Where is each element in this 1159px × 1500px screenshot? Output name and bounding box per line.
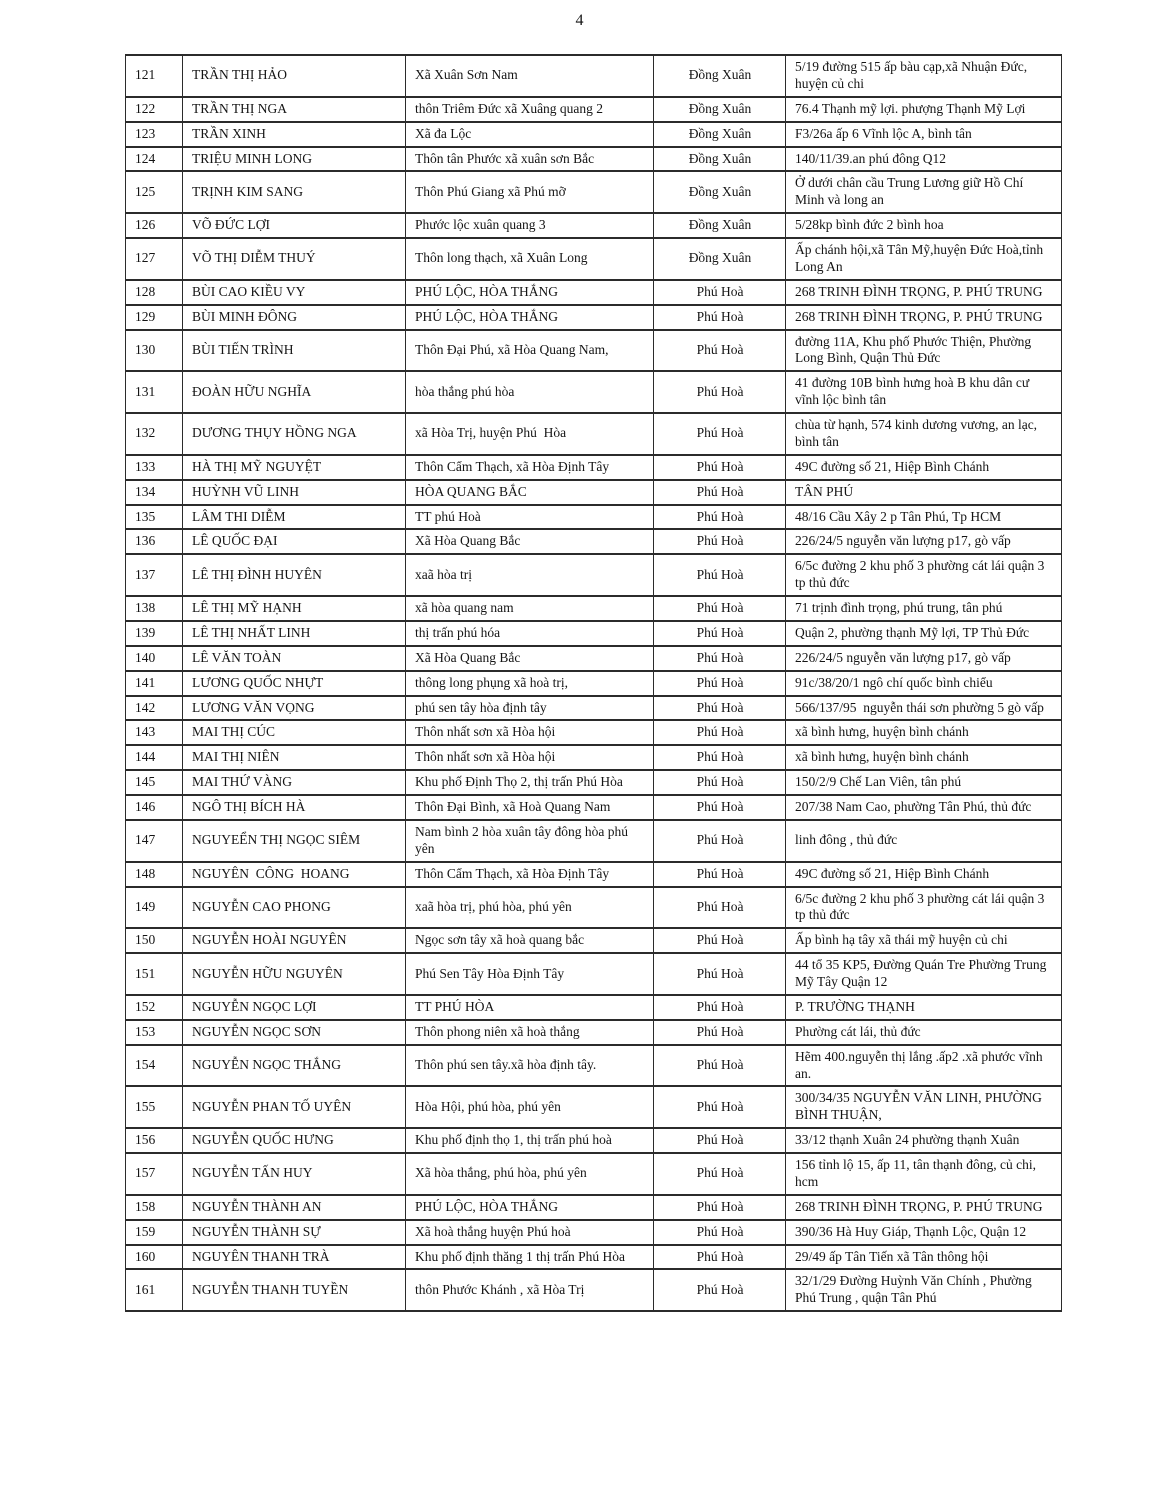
origin-address-cell: Xã Hòa Quang Bắc: [406, 529, 654, 554]
row-number-cell: 139: [126, 621, 183, 646]
person-name-cell: LƯƠNG QUỐC NHỰT: [183, 671, 406, 696]
current-address-cell: 32/1/29 Đường Huỳnh Văn Chính , Phường Phú Trung , quận Tân Phú: [786, 1269, 1062, 1311]
origin-address-cell: Phú Sen Tây Hòa Định Tây: [406, 953, 654, 995]
current-address-cell: 390/36 Hà Huy Giáp, Thạnh Lộc, Quận 12: [786, 1220, 1062, 1245]
origin-address-cell: Thôn phú sen tây.xã hòa định tây.: [406, 1045, 654, 1087]
district-cell: Phú Hoà: [654, 1086, 786, 1128]
person-name-cell: NGUYỄN TẤN HUY: [183, 1153, 406, 1195]
row-number-cell: 144: [126, 745, 183, 770]
row-number-cell: 146: [126, 795, 183, 820]
district-cell: Phú Hoà: [654, 621, 786, 646]
table-row: [126, 862, 1062, 887]
origin-address-cell: Thôn nhất sơn xã Hòa hội: [406, 720, 654, 745]
row-number-cell: 126: [126, 213, 183, 238]
current-address-cell: 76.4 Thạnh mỹ lợi. phượng Thạnh Mỹ Lợi: [786, 97, 1062, 122]
table-row: [126, 122, 1062, 147]
person-name-cell: MAI THỊ CÚC: [183, 720, 406, 745]
district-cell: Phú Hoà: [654, 330, 786, 372]
origin-address-cell: Khu phố Định Thọ 2, thị trấn Phú Hòa: [406, 770, 654, 795]
origin-address-cell: Thôn tân Phước xã xuân sơn Bắc: [406, 147, 654, 172]
row-number-cell: 132: [126, 413, 183, 455]
district-cell: Đồng Xuân: [654, 171, 786, 213]
table-row: [126, 1153, 1062, 1195]
table-row: [126, 97, 1062, 122]
origin-address-cell: Khu phố định thọ 1, thị trấn phú hoà: [406, 1128, 654, 1153]
current-address-cell: 140/11/39.an phú đông Q12: [786, 147, 1062, 172]
current-address-cell: 44 tổ 35 KP5, Đường Quán Tre Phường Trung Mỹ Tây Quận 12: [786, 953, 1062, 995]
table-row: [126, 696, 1062, 721]
person-name-cell: VÕ THỊ DIỄM THUÝ: [183, 238, 406, 280]
current-address-cell: 226/24/5 nguyễn văn lượng p17, gò vấp: [786, 529, 1062, 554]
current-address-cell: linh đông , thủ đức: [786, 820, 1062, 862]
row-number-cell: 156: [126, 1128, 183, 1153]
origin-address-cell: Thôn Phú Giang xã Phú mỡ: [406, 171, 654, 213]
row-number-cell: 157: [126, 1153, 183, 1195]
district-cell: Phú Hoà: [654, 646, 786, 671]
person-name-cell: TRIỆU MINH LONG: [183, 147, 406, 172]
row-number-cell: 131: [126, 371, 183, 413]
person-name-cell: NGUYỄN HOÀI NGUYÊN: [183, 928, 406, 953]
district-cell: Đồng Xuân: [654, 97, 786, 122]
person-name-cell: LÊ THỊ NHẤT LINH: [183, 621, 406, 646]
person-name-cell: MAI THỨ VÀNG: [183, 770, 406, 795]
row-number-cell: 134: [126, 480, 183, 505]
row-number-cell: 160: [126, 1245, 183, 1270]
person-name-cell: NGUYÊN CÔNG HOANG: [183, 862, 406, 887]
table-row: [126, 1086, 1062, 1128]
current-address-cell: Phường cát lái, thủ đức: [786, 1020, 1062, 1045]
district-cell: Phú Hoà: [654, 1153, 786, 1195]
person-name-cell: NGUYỄN NGỌC LỢI: [183, 995, 406, 1020]
district-cell: Phú Hoà: [654, 671, 786, 696]
table-row: [126, 280, 1062, 305]
table-row: [126, 596, 1062, 621]
table-row: [126, 305, 1062, 330]
table-row: [126, 671, 1062, 696]
current-address-cell: 49C đường số 21, Hiệp Bình Chánh: [786, 455, 1062, 480]
district-cell: Phú Hoà: [654, 1245, 786, 1270]
district-cell: Đồng Xuân: [654, 147, 786, 172]
person-name-cell: NGUYEỂN THỊ NGỌC SIÊM: [183, 820, 406, 862]
roster-table-body: [126, 55, 1062, 1311]
person-name-cell: NGUYỄN THANH TUYỀN: [183, 1269, 406, 1311]
current-address-cell: Quận 2, phường thạnh Mỹ lợi, TP Thủ Đức: [786, 621, 1062, 646]
row-number-cell: 122: [126, 97, 183, 122]
table-row: [126, 505, 1062, 530]
person-name-cell: NGUYỄN THÀNH AN: [183, 1195, 406, 1220]
current-address-cell: 268 TRINH ĐÌNH TRỌNG, P. PHÚ TRUNG: [786, 305, 1062, 330]
current-address-cell: Ấp bình hạ tây xã thái mỹ huyện củ chi: [786, 928, 1062, 953]
person-name-cell: NGUYỄN PHAN TỐ UYÊN: [183, 1086, 406, 1128]
row-number-cell: 121: [126, 55, 183, 97]
district-cell: Phú Hoà: [654, 455, 786, 480]
origin-address-cell: TT phú Hoà: [406, 505, 654, 530]
origin-address-cell: Thôn Cẩm Thạch, xã Hòa Định Tây: [406, 455, 654, 480]
table-row: [126, 371, 1062, 413]
table-row: [126, 745, 1062, 770]
origin-address-cell: Thôn Đại Bình, xã Hoà Quang Nam: [406, 795, 654, 820]
person-name-cell: NGUYỄN NGỌC SƠN: [183, 1020, 406, 1045]
person-name-cell: LÊ THỊ MỸ HẠNH: [183, 596, 406, 621]
person-name-cell: DƯƠNG THỤY HỒNG NGA: [183, 413, 406, 455]
district-cell: Phú Hoà: [654, 371, 786, 413]
current-address-cell: 91c/38/20/1 ngô chí quốc bình chiểu: [786, 671, 1062, 696]
district-cell: Đồng Xuân: [654, 55, 786, 97]
origin-address-cell: thôn Phước Khánh , xã Hòa Trị: [406, 1269, 654, 1311]
district-cell: Phú Hoà: [654, 1220, 786, 1245]
origin-address-cell: thị trấn phú hóa: [406, 621, 654, 646]
current-address-cell: 566/137/95 nguyễn thái sơn phường 5 gò vấp: [786, 696, 1062, 721]
table-row: [126, 213, 1062, 238]
table-row: [126, 147, 1062, 172]
current-address-cell: 226/24/5 nguyễn văn lượng p17, gò vấp: [786, 646, 1062, 671]
current-address-cell: đường 11A, Khu phố Phước Thiện, Phường Long Bình, Quận Thủ Đức: [786, 330, 1062, 372]
origin-address-cell: Xã đa Lộc: [406, 122, 654, 147]
row-number-cell: 147: [126, 820, 183, 862]
origin-address-cell: Thôn long thạch, xã Xuân Long: [406, 238, 654, 280]
person-name-cell: BÙI TIẾN TRÌNH: [183, 330, 406, 372]
table-row: [126, 330, 1062, 372]
district-cell: Phú Hoà: [654, 770, 786, 795]
row-number-cell: 125: [126, 171, 183, 213]
current-address-cell: Ấp chánh hội,xã Tân Mỹ,huyện Đức Hoà,tỉnh Long An: [786, 238, 1062, 280]
row-number-cell: 140: [126, 646, 183, 671]
person-name-cell: LÂM THI DIỄM: [183, 505, 406, 530]
table-row: [126, 455, 1062, 480]
origin-address-cell: phú sen tây hòa định tây: [406, 696, 654, 721]
origin-address-cell: Nam bình 2 hòa xuân tây đông hòa phú yên: [406, 820, 654, 862]
district-cell: Phú Hoà: [654, 995, 786, 1020]
person-name-cell: NGUYỄN CAO PHONG: [183, 887, 406, 929]
row-number-cell: 154: [126, 1045, 183, 1087]
row-number-cell: 149: [126, 887, 183, 929]
current-address-cell: 150/2/9 Chế Lan Viên, tân phú: [786, 770, 1062, 795]
person-name-cell: TRẦN THỊ NGA: [183, 97, 406, 122]
current-address-cell: chùa từ hạnh, 574 kinh dương vương, an lạc, bình tân: [786, 413, 1062, 455]
district-cell: Phú Hoà: [654, 745, 786, 770]
origin-address-cell: Khu phố định thăng 1 thị trấn Phú Hòa: [406, 1245, 654, 1270]
current-address-cell: Hẽm 400.nguyễn thị lắng .ấp2 .xã phước vĩnh an.: [786, 1045, 1062, 1087]
current-address-cell: TÂN PHÚ: [786, 480, 1062, 505]
row-number-cell: 129: [126, 305, 183, 330]
origin-address-cell: PHÚ LỘC, HÒA THẮNG: [406, 305, 654, 330]
person-name-cell: VÕ ĐỨC LỢI: [183, 213, 406, 238]
origin-address-cell: Xã Xuân Sơn Nam: [406, 55, 654, 97]
current-address-cell: 300/34/35 NGUYỄN VĂN LINH, PHƯỜNG BÌNH THUẬN,: [786, 1086, 1062, 1128]
table-row: [126, 171, 1062, 213]
origin-address-cell: xaã hòa trị, phú hòa, phú yên: [406, 887, 654, 929]
origin-address-cell: PHÚ LỘC, HÒA THẮNG: [406, 280, 654, 305]
table-row: [126, 953, 1062, 995]
origin-address-cell: Ngọc sơn tây xã hoà quang bắc: [406, 928, 654, 953]
table-row: [126, 887, 1062, 929]
row-number-cell: 153: [126, 1020, 183, 1045]
row-number-cell: 150: [126, 928, 183, 953]
origin-address-cell: Thôn Cẩm Thạch, xã Hòa Định Tây: [406, 862, 654, 887]
person-name-cell: HUỲNH VŨ LINH: [183, 480, 406, 505]
page-number: 4: [575, 12, 584, 29]
row-number-cell: 137: [126, 554, 183, 596]
row-number-cell: 138: [126, 596, 183, 621]
row-number-cell: 124: [126, 147, 183, 172]
table-row: [126, 995, 1062, 1020]
district-cell: Phú Hoà: [654, 413, 786, 455]
row-number-cell: 148: [126, 862, 183, 887]
table-row: [126, 1245, 1062, 1270]
person-name-cell: ĐOÀN HỮU NGHĨA: [183, 371, 406, 413]
row-number-cell: 123: [126, 122, 183, 147]
table-row: [126, 413, 1062, 455]
current-address-cell: 41 đường 10B bình hưng hoà B khu dân cư vĩnh lộc bình tân: [786, 371, 1062, 413]
origin-address-cell: thôn Triêm Đức xã Xuâng quang 2: [406, 97, 654, 122]
table-row: [126, 1128, 1062, 1153]
table-row: [126, 720, 1062, 745]
person-name-cell: NGUYỄN THÀNH SỰ: [183, 1220, 406, 1245]
row-number-cell: 161: [126, 1269, 183, 1311]
current-address-cell: 71 trịnh đình trọng, phú trung, tân phú: [786, 596, 1062, 621]
row-number-cell: 152: [126, 995, 183, 1020]
district-cell: Phú Hoà: [654, 696, 786, 721]
table-row: [126, 238, 1062, 280]
district-cell: Phú Hoà: [654, 953, 786, 995]
person-name-cell: LƯƠNG VĂN VỌNG: [183, 696, 406, 721]
district-cell: Phú Hoà: [654, 820, 786, 862]
origin-address-cell: Xã Hòa Quang Bắc: [406, 646, 654, 671]
district-cell: Phú Hoà: [654, 1195, 786, 1220]
person-name-cell: TRẦN THỊ HẢO: [183, 55, 406, 97]
current-address-cell: 33/12 thạnh Xuân 24 phường thạnh Xuân: [786, 1128, 1062, 1153]
district-cell: Phú Hoà: [654, 280, 786, 305]
person-name-cell: LÊ THỊ ĐÌNH HUYÊN: [183, 554, 406, 596]
row-number-cell: 135: [126, 505, 183, 530]
current-address-cell: 268 TRINH ĐÌNH TRỌNG, P. PHÚ TRUNG: [786, 1195, 1062, 1220]
origin-address-cell: Thôn phong niên xã hoà thắng: [406, 1020, 654, 1045]
origin-address-cell: Phước lộc xuân quang 3: [406, 213, 654, 238]
origin-address-cell: Thôn nhất sơn xã Hòa hội: [406, 745, 654, 770]
current-address-cell: 268 TRINH ĐÌNH TRỌNG, P. PHÚ TRUNG: [786, 280, 1062, 305]
person-name-cell: TRẦN XINH: [183, 122, 406, 147]
origin-address-cell: Hòa Hội, phú hòa, phú yên: [406, 1086, 654, 1128]
table-row: [126, 1045, 1062, 1087]
district-cell: Phú Hoà: [654, 529, 786, 554]
row-number-cell: 127: [126, 238, 183, 280]
table-row: [126, 480, 1062, 505]
row-number-cell: 141: [126, 671, 183, 696]
table-row: [126, 646, 1062, 671]
row-number-cell: 128: [126, 280, 183, 305]
row-number-cell: 130: [126, 330, 183, 372]
person-name-cell: NGUYÊN THANH TRÀ: [183, 1245, 406, 1270]
row-number-cell: 143: [126, 720, 183, 745]
district-cell: Phú Hoà: [654, 928, 786, 953]
table-row: [126, 621, 1062, 646]
table-row: [126, 554, 1062, 596]
current-address-cell: xã bình hưng, huyện bình chánh: [786, 745, 1062, 770]
row-number-cell: 158: [126, 1195, 183, 1220]
person-name-cell: HÀ THỊ MỸ NGUYỆT: [183, 455, 406, 480]
district-cell: Phú Hoà: [654, 1045, 786, 1087]
current-address-cell: F3/26a ấp 6 Vĩnh lộc A, bình tân: [786, 122, 1062, 147]
row-number-cell: 159: [126, 1220, 183, 1245]
district-cell: Phú Hoà: [654, 1020, 786, 1045]
person-name-cell: LÊ QUỐC ĐẠI: [183, 529, 406, 554]
person-name-cell: BÙI CAO KIỀU VY: [183, 280, 406, 305]
current-address-cell: P. TRƯỜNG THẠNH: [786, 995, 1062, 1020]
row-number-cell: 151: [126, 953, 183, 995]
district-cell: Đồng Xuân: [654, 213, 786, 238]
person-name-cell: MAI THỊ NIÊN: [183, 745, 406, 770]
table-row: [126, 1269, 1062, 1311]
table-row: [126, 1020, 1062, 1045]
district-cell: Phú Hoà: [654, 554, 786, 596]
row-number-cell: 136: [126, 529, 183, 554]
district-cell: Phú Hoà: [654, 1269, 786, 1311]
origin-address-cell: hòa thắng phú hòa: [406, 371, 654, 413]
current-address-cell: 6/5c đường 2 khu phố 3 phường cát lái quận 3 tp thủ đức: [786, 554, 1062, 596]
district-cell: Phú Hoà: [654, 505, 786, 530]
district-cell: Phú Hoà: [654, 305, 786, 330]
current-address-cell: 48/16 Cầu Xây 2 p Tân Phú, Tp HCM: [786, 505, 1062, 530]
origin-address-cell: PHÚ LỘC, HÒA THẮNG: [406, 1195, 654, 1220]
origin-address-cell: xaã hòa trị: [406, 554, 654, 596]
district-cell: Phú Hoà: [654, 1128, 786, 1153]
district-cell: Đồng Xuân: [654, 238, 786, 280]
current-address-cell: 29/49 ấp Tân Tiến xã Tân thông hội: [786, 1245, 1062, 1270]
origin-address-cell: xã Hòa Trị, huyện Phú Hòa: [406, 413, 654, 455]
district-cell: Phú Hoà: [654, 720, 786, 745]
current-address-cell: xã bình hưng, huyện bình chánh: [786, 720, 1062, 745]
origin-address-cell: Xã hòa thắng, phú hòa, phú yên: [406, 1153, 654, 1195]
table-row: [126, 795, 1062, 820]
district-cell: Phú Hoà: [654, 887, 786, 929]
person-name-cell: NGUYỄN QUỐC HƯNG: [183, 1128, 406, 1153]
row-number-cell: 155: [126, 1086, 183, 1128]
row-number-cell: 145: [126, 770, 183, 795]
table-row: [126, 770, 1062, 795]
current-address-cell: 49C đường số 21, Hiệp Bình Chánh: [786, 862, 1062, 887]
person-name-cell: BÙI MINH ĐÔNG: [183, 305, 406, 330]
origin-address-cell: Xã hoà thắng huyện Phú hoà: [406, 1220, 654, 1245]
origin-address-cell: HÒA QUANG BẮC: [406, 480, 654, 505]
current-address-cell: 5/19 đường 515 ấp bàu cạp,xã Nhuận Đức, huyện củ chi: [786, 55, 1062, 97]
person-name-cell: LÊ VĂN TOÀN: [183, 646, 406, 671]
person-name-cell: NGUYỄN HỮU NGUYÊN: [183, 953, 406, 995]
district-cell: Phú Hoà: [654, 596, 786, 621]
table-row: [126, 820, 1062, 862]
origin-address-cell: xã hòa quang nam: [406, 596, 654, 621]
person-name-cell: NGÔ THỊ BÍCH HÀ: [183, 795, 406, 820]
table-row: [126, 55, 1062, 97]
table-row: [126, 928, 1062, 953]
district-cell: Phú Hoà: [654, 795, 786, 820]
person-name-cell: NGUYỄN NGỌC THẮNG: [183, 1045, 406, 1087]
current-address-cell: Ở dưới chân cầu Trung Lương giữ Hồ Chí Minh và long an: [786, 171, 1062, 213]
origin-address-cell: TT PHÚ HÒA: [406, 995, 654, 1020]
table-row: [126, 529, 1062, 554]
table-row: [126, 1220, 1062, 1245]
table-row: [126, 1195, 1062, 1220]
row-number-cell: 133: [126, 455, 183, 480]
roster-table: [125, 54, 1062, 1312]
current-address-cell: 156 tỉnh lộ 15, ấp 11, tân thạnh đông, củ chi, hcm: [786, 1153, 1062, 1195]
district-cell: Phú Hoà: [654, 862, 786, 887]
current-address-cell: 5/28kp bình đức 2 bình hoa: [786, 213, 1062, 238]
district-cell: Đồng Xuân: [654, 122, 786, 147]
current-address-cell: 207/38 Nam Cao, phường Tân Phú, thủ đức: [786, 795, 1062, 820]
district-cell: Phú Hoà: [654, 480, 786, 505]
row-number-cell: 142: [126, 696, 183, 721]
current-address-cell: 6/5c đường 2 khu phố 3 phường cát lái quận 3 tp thủ đức: [786, 887, 1062, 929]
origin-address-cell: thông long phụng xã hoà trị,: [406, 671, 654, 696]
person-name-cell: TRỊNH KIM SANG: [183, 171, 406, 213]
origin-address-cell: Thôn Đại Phú, xã Hòa Quang Nam,: [406, 330, 654, 372]
